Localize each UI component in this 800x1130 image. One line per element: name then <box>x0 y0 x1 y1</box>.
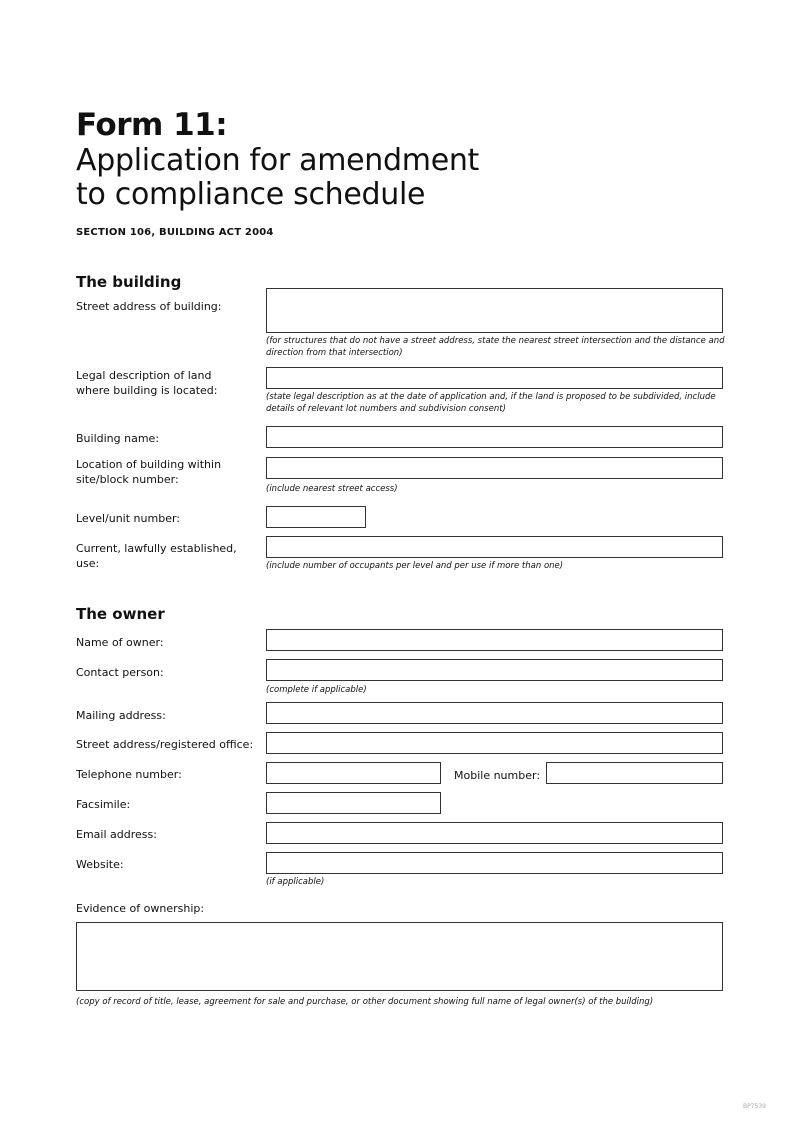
owner-name-label: Name of owner: <box>76 636 164 649</box>
mailing-address-field[interactable] <box>266 702 723 724</box>
form-title-line1: Application for amendment <box>76 143 480 178</box>
street-address-label: Street address of building: <box>76 300 222 313</box>
mobile-field[interactable] <box>546 762 723 784</box>
location-field[interactable] <box>266 457 723 479</box>
document-code: BP7539 <box>742 1103 766 1110</box>
legal-description-field[interactable] <box>266 367 723 389</box>
contact-person-field[interactable] <box>266 659 723 681</box>
legal-description-hint: (state legal description as at the date of application and, if the land is proposed to be subdivided, include details of relevant lot numbers and subdivision consent) <box>266 392 716 414</box>
telephone-field[interactable] <box>266 762 441 784</box>
legal-description-label: Legal description of land where building is located: <box>76 369 218 397</box>
current-use-field[interactable] <box>266 536 723 558</box>
telephone-label: Telephone number: <box>76 768 182 781</box>
level-unit-field[interactable] <box>266 506 366 528</box>
facsimile-field[interactable] <box>266 792 441 814</box>
section-reference: SECTION 106, BUILDING ACT 2004 <box>76 227 274 238</box>
current-use-label: Current, lawfully established, use: <box>76 542 237 570</box>
evidence-hint: (copy of record of title, lease, agreement for sale and purchase, or other document showing full name of legal owner(s) of the building) <box>76 997 654 1007</box>
mailing-address-label: Mailing address: <box>76 709 166 722</box>
website-field[interactable] <box>266 852 723 874</box>
form-title-line2: to compliance schedule <box>76 177 426 212</box>
building-heading: The building <box>76 273 182 291</box>
location-label: Location of building within site/block number: <box>76 458 222 486</box>
website-hint: (if applicable) <box>266 877 325 887</box>
building-name-label: Building name: <box>76 432 160 445</box>
level-unit-label: Level/unit number: <box>76 512 180 525</box>
mobile-label: Mobile number: <box>454 769 541 782</box>
building-name-field[interactable] <box>266 426 723 448</box>
contact-person-hint: (complete if applicable) <box>266 685 367 695</box>
owner-heading: The owner <box>76 605 165 623</box>
facsimile-label: Facsimile: <box>76 798 131 811</box>
owner-name-field[interactable] <box>266 629 723 651</box>
registered-office-field[interactable] <box>266 732 723 754</box>
current-use-hint: (include number of occupants per level and per use if more than one) <box>266 561 564 571</box>
form-number: Form 11: <box>76 107 228 143</box>
registered-office-label: Street address/registered office: <box>76 738 254 751</box>
street-address-hint: (for structures that do not have a street address, state the nearest street intersection and the distance and direction from that intersection) <box>266 336 725 358</box>
contact-person-label: Contact person: <box>76 666 164 679</box>
evidence-field[interactable] <box>76 922 723 991</box>
street-address-field[interactable] <box>266 288 723 333</box>
website-label: Website: <box>76 858 124 871</box>
email-label: Email address: <box>76 828 157 841</box>
email-field[interactable] <box>266 822 723 844</box>
evidence-label: Evidence of ownership: <box>76 902 205 915</box>
location-hint: (include nearest street access) <box>266 484 398 494</box>
